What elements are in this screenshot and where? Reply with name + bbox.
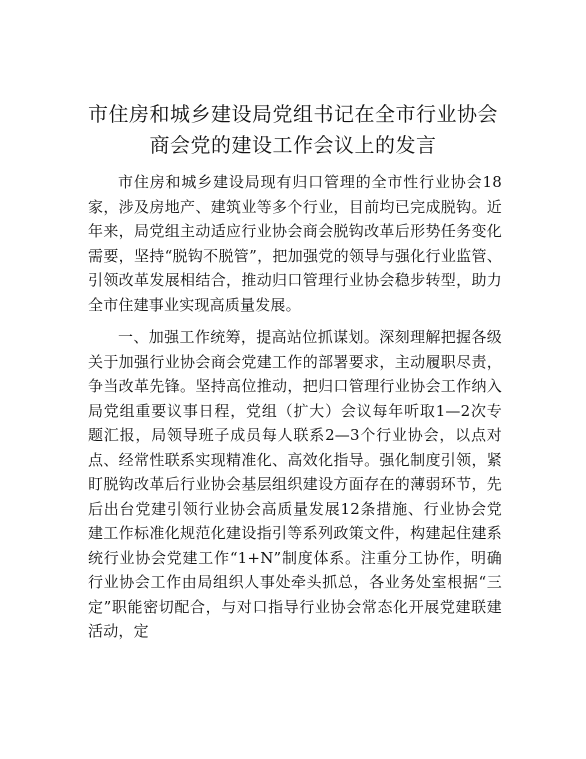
title-line-1: 市住房和城乡建设局党组书记在全市行业协会 [88,102,498,126]
document-body [88,170,502,644]
intro-paragraph: 市住房和城乡建设局现有归口管理的全市性行业协会18家，涉及房地产、建筑业等多个行业，目前均已完成脱钩。近年来，局党组主动适应行业协会商会脱钩改革后形势任务变化需要，坚持“脱钩不脱管”，把加强党的领导与强化行业监管、引领改革发展相结合，推动归口管理行业协会稳步转型，助力全市住建事业实现高质量发展。 [88,173,502,314]
title-line-2: 商会党的建设工作会议上的发言 [149,133,437,157]
document-title [70,99,516,161]
section-one-paragraph: 一、加强工作统筹，提高站位抓谋划。深刻理解把握各级关于加强行业协会商会党建工作的部署要求，主动履职尽责，争当改革先锋。坚持高位推动，把归口管理行业协会工作纳入局党组重要议事日程，党组（扩大）会议每年听取1—2次专题汇报，局领导班子成员每人联系2—3个行业协会，以点对点、经常性联系实现精准化、高效化指导。强化制度引领，紧盯脱钩改革后行业协会基层组织建设方面存在的薄弱环节，先后出台党建引领行业协会高质量发展12条措施、行业协会党建工作标准化规范化建设指引等系列政策文件，构建起住建系统行业协会党建工作“1+N”制度体系。注重分工协作，明确行业协会工作由局组织人事处牵头抓总，各业务处室根据“三定”职能密切配合，与对口指导行业协会常态化开展党建联建活动，定 [88,328,502,640]
